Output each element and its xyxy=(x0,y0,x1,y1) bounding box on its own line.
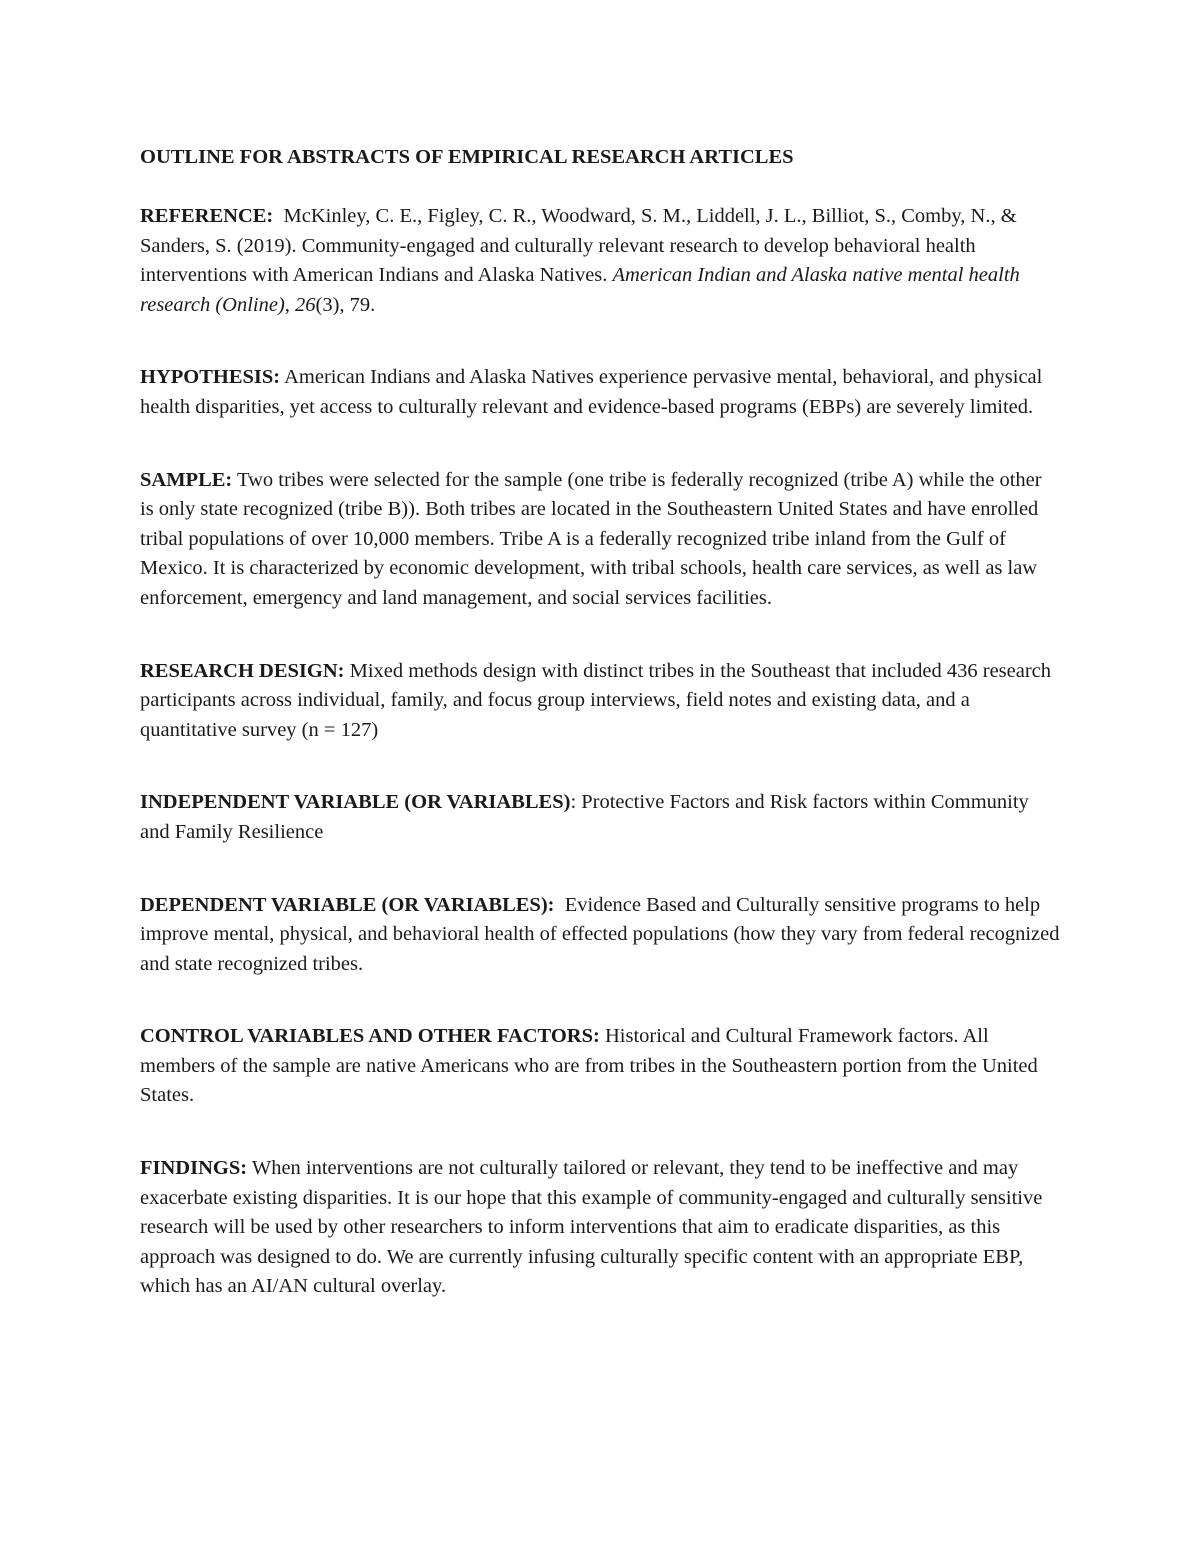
research-design-section xyxy=(140,657,1060,746)
hypothesis-section xyxy=(140,363,1060,422)
sample-text: Two tribes were selected for the sample (one tribe is federally recognized (tribe A) while the other is only state recognized (tribe B)). Both tribes are located in the Southeastern United States and have enrolled tribal populations of over 10,000 members. Tribe A is a federally recognized tribe inland from the Gulf of Mexico. It is characterized by economic development, with tribal schools, health care services, as well as law enforcement, emergency and land management, and social services facilities. xyxy=(140,468,1042,609)
independent-variable-section xyxy=(140,788,1060,847)
sample-label: SAMPLE: xyxy=(140,468,233,491)
reference-separator: , xyxy=(284,293,290,316)
findings-text: When interventions are not culturally tailored or relevant, they tend to be ineffective and may exacerbate existing disparities. It is our hope that this example of community-engaged and culturally sensitive research will be used by other researchers to inform interventions that aim to eradicate disparities, as this approach was designed to do. We are currently infusing culturally specific content with an appropriate EBP, which has an AI/AN cultural overlay. xyxy=(140,1157,1043,1298)
control-variables-label: CONTROL VARIABLES AND OTHER FACTORS: xyxy=(140,1025,600,1048)
reference-text: McKinley, C. E., Figley, C. R., Woodward, S. M., Liddell, J. L., Billiot, S., Comby, N., & Sanders, S. (2019). Community-engaged and culturally relevant research to develop behavioral health interventions with American Indians and Alaska Natives. xyxy=(140,205,1017,287)
dependent-variable-text: Evidence Based and Culturally sensitive programs to help improve mental, physical, and behavioral health of effected populations (how they vary from federal recognized and state recognized tribes. xyxy=(140,893,1060,975)
dependent-variable-section xyxy=(140,891,1060,980)
document-page xyxy=(140,142,1060,1345)
sample-section xyxy=(140,466,1060,614)
reference-volume: 26 xyxy=(295,293,316,316)
findings-section xyxy=(140,1154,1060,1302)
control-variables-text: Historical and Cultural Framework factors. All members of the sample are native Americans who are from tribes in the Southeastern portion from the United States. xyxy=(140,1025,1038,1107)
independent-variable-text: : Protective Factors and Risk factors within Community and Family Resilience xyxy=(140,791,1029,843)
hypothesis-label: HYPOTHESIS: xyxy=(140,366,281,389)
research-design-text: Mixed methods design with distinct tribes in the Southeast that included 436 research participants across individual, family, and focus group interviews, field notes and existing data, and a quantitative survey (n = 127) xyxy=(140,659,1052,741)
independent-variable-label: INDEPENDENT VARIABLE (OR VARIABLES) xyxy=(140,791,571,814)
dependent-variable-label: DEPENDENT VARIABLE (OR VARIABLES): xyxy=(140,893,555,916)
control-variables-section xyxy=(140,1022,1060,1111)
findings-label: FINDINGS: xyxy=(140,1157,248,1180)
document-title: OUTLINE FOR ABSTRACTS OF EMPIRICAL RESEARCH ARTICLES xyxy=(140,146,794,168)
hypothesis-text: American Indians and Alaska Natives experience pervasive mental, behavioral, and physical health disparities, yet access to culturally relevant and evidence-based programs (EBPs) are severely limited. xyxy=(140,366,1043,418)
reference-label: REFERENCE: xyxy=(140,205,274,227)
reference-issue-pages: (3), 79. xyxy=(315,293,376,316)
research-design-label: RESEARCH DESIGN: xyxy=(140,659,345,682)
reference-section xyxy=(140,202,1060,320)
reference-journal: American Indian and Alaska native mental health research (Online) xyxy=(140,264,1020,316)
